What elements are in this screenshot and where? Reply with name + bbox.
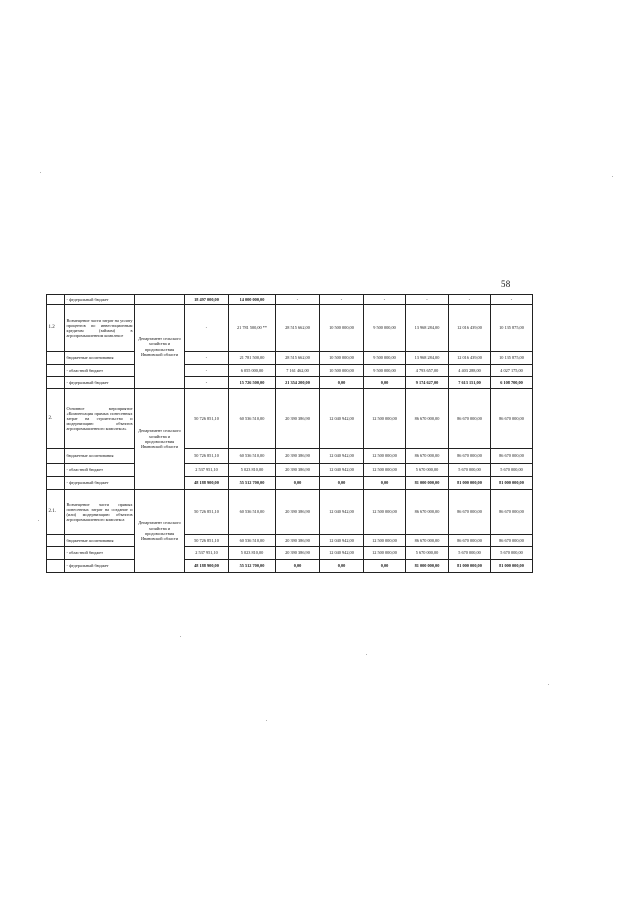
amount-cell: 13 968 284,00 <box>406 305 449 352</box>
amount-cell: 7 613 151,00 <box>449 377 491 389</box>
amount-cell: 20 390 386,90 <box>276 464 320 477</box>
amount-cell: 60 536 510,00 <box>229 535 276 547</box>
amount-cell: 20 390 386,90 <box>276 535 320 547</box>
amount-cell: 50 726 851,10 <box>185 389 229 449</box>
budget-table <box>46 294 533 573</box>
amount-cell: 81 000 000,00 <box>449 560 491 573</box>
amount-cell: 6 108 700,00 <box>491 377 533 389</box>
scan-speck <box>366 654 367 655</box>
amount-cell: 10 500 000,00 <box>320 365 364 377</box>
amount-cell: 9 500 000,00 <box>364 365 406 377</box>
amount-cell: 86 670 000,00 <box>406 535 449 547</box>
executor-cell: Департамент сельского хозяйства и продовольствия Ивановской области <box>135 490 185 573</box>
amount-cell: 21 781 500,00 ** <box>229 305 276 352</box>
table-row <box>47 365 533 377</box>
amount-cell: 86 670 000,00 <box>491 389 533 449</box>
amount-cell: 86 670 000,00 <box>449 389 491 449</box>
executor-cell: Департамент сельского хозяйства и продовольствия Ивановской области <box>135 305 185 389</box>
amount-cell: 0,00 <box>276 560 320 573</box>
amount-cell: 55 512 700,00 <box>229 560 276 573</box>
amount-cell: 15 726 500,00 <box>229 377 276 389</box>
scan-speck <box>548 684 549 685</box>
row-number: 2. <box>47 389 65 449</box>
row-label: - федеральный бюджет <box>65 295 135 305</box>
row-number <box>47 352 65 365</box>
amount-cell: 14 000 000,00 <box>229 295 276 305</box>
amount-cell: 7 161 462,00 <box>276 365 320 377</box>
amount-cell: 48 188 900,00 <box>185 477 229 490</box>
amount-cell: 86 670 000,00 <box>449 449 491 464</box>
amount-cell: 12 040 942,00 <box>320 464 364 477</box>
amount-cell: 10 135 875,00 <box>491 305 533 352</box>
row-label: - областной бюджет <box>65 547 135 560</box>
page-number: 58 <box>501 279 511 289</box>
executor-cell: Департамент сельского хозяйства и продовольствия Ивановской области <box>135 389 185 490</box>
amount-cell: 12 040 942,00 <box>320 449 364 464</box>
amount-cell: - <box>276 295 320 305</box>
amount-cell: 10 500 000,00 <box>320 352 364 365</box>
amount-cell: 86 670 000,00 <box>406 389 449 449</box>
amount-cell: 12 040 942,00 <box>320 389 364 449</box>
amount-cell: 21 354 200,00 <box>276 377 320 389</box>
amount-cell: 4 793 657,00 <box>406 365 449 377</box>
amount-cell: 0,00 <box>320 477 364 490</box>
amount-cell: 2 537 951,10 <box>185 547 229 560</box>
row-number: 2.1. <box>47 490 65 535</box>
amount-cell: 12 040 942,00 <box>320 535 364 547</box>
amount-cell: 86 670 000,00 <box>491 449 533 464</box>
amount-cell: 0,00 <box>320 560 364 573</box>
amount-cell: 12 500 000,00 <box>364 490 406 535</box>
amount-cell: 0,00 <box>364 477 406 490</box>
row-label: - областной бюджет <box>65 365 135 377</box>
table-row <box>47 449 533 464</box>
scan-speck <box>180 636 181 637</box>
row-label: - областной бюджет <box>65 464 135 477</box>
amount-cell: 81 000 000,00 <box>491 477 533 490</box>
amount-cell: 12 040 942,00 <box>320 490 364 535</box>
amount-cell: 50 726 851,10 <box>185 535 229 547</box>
scan-speck <box>38 520 39 521</box>
amount-cell: 28 515 662,00 <box>276 305 320 352</box>
amount-cell: 5 670 000,00 <box>491 464 533 477</box>
amount-cell: 0,00 <box>320 377 364 389</box>
executor-cell <box>135 295 185 305</box>
amount-cell: 20 390 386,90 <box>276 449 320 464</box>
amount-cell: 6 055 000,00 <box>229 365 276 377</box>
row-label: Возмещение части прямых понесенных затрат на создание и (или) модернизацию объектов агропромышленного комплекса <box>65 490 135 535</box>
amount-cell: 0,00 <box>364 560 406 573</box>
amount-cell: 50 726 851,10 <box>185 449 229 464</box>
amount-cell: 9 500 000,00 <box>364 352 406 365</box>
table-row <box>47 305 533 352</box>
row-number <box>47 547 65 560</box>
amount-cell: 4 403 288,00 <box>449 365 491 377</box>
amount-cell: 86 670 000,00 <box>406 490 449 535</box>
row-number: 1.2 <box>47 305 65 352</box>
table-row <box>47 352 533 365</box>
amount-cell: 12 016 439,00 <box>449 352 491 365</box>
row-label: - федеральный бюджет <box>65 560 135 573</box>
amount-cell: 86 670 000,00 <box>449 535 491 547</box>
amount-cell: 9 500 000,00 <box>364 305 406 352</box>
amount-cell: - <box>449 295 491 305</box>
amount-cell: - <box>185 365 229 377</box>
amount-cell: 20 390 386,90 <box>276 490 320 535</box>
scan-speck <box>40 172 41 173</box>
amount-cell: 12 500 000,00 <box>364 389 406 449</box>
row-number <box>47 377 65 389</box>
amount-cell: 12 500 000,00 <box>364 547 406 560</box>
table-row <box>47 490 533 535</box>
amount-cell: - <box>364 295 406 305</box>
amount-cell: 81 000 000,00 <box>406 477 449 490</box>
amount-cell: 12 500 000,00 <box>364 535 406 547</box>
amount-cell: 81 000 000,00 <box>406 560 449 573</box>
amount-cell: - <box>185 352 229 365</box>
amount-cell: - <box>406 295 449 305</box>
amount-cell: 5 670 000,00 <box>449 464 491 477</box>
row-number <box>47 365 65 377</box>
amount-cell: 50 726 851,10 <box>185 490 229 535</box>
amount-cell: 10 135 875,00 <box>491 352 533 365</box>
amount-cell: 86 670 000,00 <box>491 490 533 535</box>
amount-cell: 86 670 000,00 <box>491 535 533 547</box>
table-row <box>47 389 533 449</box>
amount-cell: - <box>320 295 364 305</box>
scan-speck <box>266 720 267 721</box>
amount-cell: 60 536 510,00 <box>229 389 276 449</box>
row-label: бюджетные ассигнования <box>65 449 135 464</box>
amount-cell: 5 670 000,00 <box>406 464 449 477</box>
amount-cell: 48 188 900,00 <box>185 560 229 573</box>
amount-cell: 20 390 386,90 <box>276 389 320 449</box>
row-number <box>47 295 65 305</box>
amount-cell: 10 500 000,00 <box>320 305 364 352</box>
table-row <box>47 535 533 547</box>
table-row <box>47 377 533 389</box>
row-number <box>47 535 65 547</box>
amount-cell: 5 670 000,00 <box>449 547 491 560</box>
amount-cell: - <box>491 295 533 305</box>
row-label: бюджетные ассигнования <box>65 535 135 547</box>
amount-cell: 28 515 662,00 <box>276 352 320 365</box>
table-row <box>47 464 533 477</box>
amount-cell: 86 670 000,00 <box>449 490 491 535</box>
amount-cell: 12 500 000,00 <box>364 464 406 477</box>
amount-cell: 5 023 810,00 <box>229 464 276 477</box>
amount-cell: 60 536 510,00 <box>229 449 276 464</box>
scan-speck <box>612 176 613 177</box>
amount-cell: 20 390 386,90 <box>276 547 320 560</box>
amount-cell: - <box>185 305 229 352</box>
table-row <box>47 560 533 573</box>
amount-cell: 12 500 000,00 <box>364 449 406 464</box>
amount-cell: 2 537 951,10 <box>185 464 229 477</box>
amount-cell: 60 536 510,00 <box>229 490 276 535</box>
amount-cell: 4 027 175,00 <box>491 365 533 377</box>
amount-cell: 81 000 000,00 <box>491 560 533 573</box>
amount-cell: 5 670 000,00 <box>406 547 449 560</box>
amount-cell: 55 512 700,00 <box>229 477 276 490</box>
amount-cell: 81 000 000,00 <box>449 477 491 490</box>
row-label: Основное мероприятие «Компенсация прямых понесенных затрат на строительство и модернизацию объектов агропромышленного комплекса» <box>65 389 135 449</box>
amount-cell: 5 670 000,00 <box>491 547 533 560</box>
amount-cell: 86 670 000,00 <box>406 449 449 464</box>
amount-cell: 12 040 942,00 <box>320 547 364 560</box>
row-number <box>47 477 65 490</box>
table-row <box>47 477 533 490</box>
amount-cell: 9 174 627,00 <box>406 377 449 389</box>
amount-cell: 21 781 500,00 <box>229 352 276 365</box>
amount-cell: 0,00 <box>364 377 406 389</box>
amount-cell: - <box>185 377 229 389</box>
row-number <box>47 464 65 477</box>
table-row <box>47 295 533 305</box>
row-number <box>47 449 65 464</box>
row-label: бюджетные ассигнования <box>65 352 135 365</box>
amount-cell: 13 968 284,00 <box>406 352 449 365</box>
row-label: - федеральный бюджет <box>65 477 135 490</box>
amount-cell: 0,00 <box>276 477 320 490</box>
row-number <box>47 560 65 573</box>
amount-cell: 12 016 439,00 <box>449 305 491 352</box>
amount-cell: 18 497 000,00 <box>185 295 229 305</box>
row-label: Возмещение части затрат на уплату процентов по инвестиционным кредитам (займам) в агропромышленном комплексе <box>65 305 135 352</box>
row-label: - федеральный бюджет <box>65 377 135 389</box>
table-row <box>47 547 533 560</box>
amount-cell: 5 023 810,00 <box>229 547 276 560</box>
